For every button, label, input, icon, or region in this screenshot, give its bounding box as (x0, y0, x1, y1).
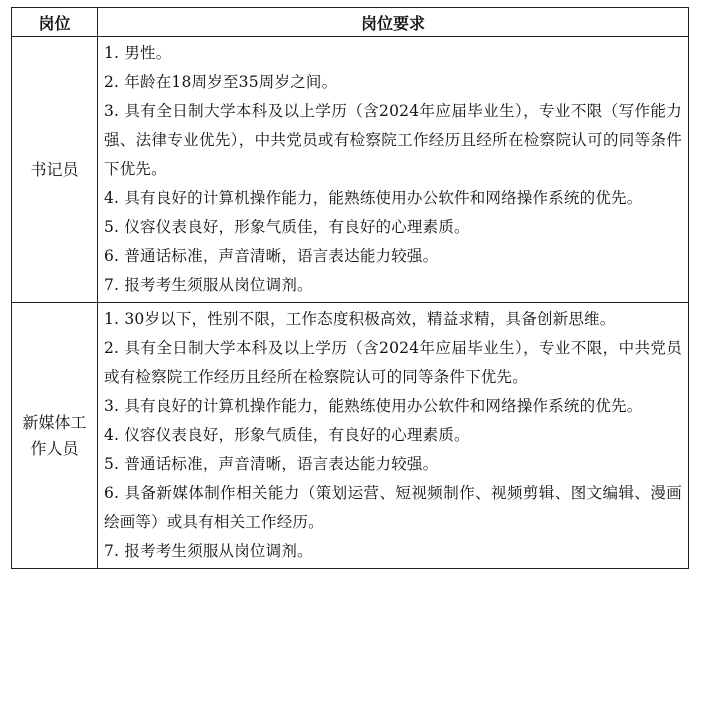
header-requirements: 岗位要求 (98, 8, 689, 37)
job-requirements-table-container (11, 7, 688, 569)
requirement-item: 6. 具备新媒体制作相关能力（策划运营、短视频制作、视频剪辑、图文编辑、漫画绘画等）或具有相关工作经历。 (104, 484, 682, 531)
requirements-clerk (98, 37, 689, 303)
position-new-media: 新媒体工作人员 (12, 303, 98, 569)
header-position: 岗位 (12, 8, 98, 37)
requirement-item: 1. 男性。 (104, 44, 172, 62)
requirement-item: 1. 30岁以下，性别不限，工作态度积极高效，精益求精，具备创新思维。 (104, 310, 616, 328)
requirement-item: 2. 年龄在18周岁至35周岁之间。 (104, 73, 338, 91)
requirement-item: 2. 具有全日制大学本科及以上学历（含2024年应届毕业生），专业不限，中共党员或有检察院工作经历且经所在检察院认可的同等条件下优先。 (104, 339, 682, 386)
requirement-item: 6. 普通话标准，声音清晰，语言表达能力较强。 (104, 247, 439, 265)
position-clerk: 书记员 (12, 37, 98, 303)
table-row-clerk (12, 37, 689, 303)
requirement-item: 7. 报考考生须服从岗位调剂。 (104, 276, 313, 294)
requirement-item: 5. 仪容仪表良好，形象气质佳，有良好的心理素质。 (104, 218, 470, 236)
requirement-item: 3. 具有全日制大学本科及以上学历（含2024年应届毕业生），专业不限（写作能力强、法律专业优先），中共党员或有检察院工作经历且经所在检察院认可的同等条件下优先。 (104, 102, 682, 178)
table-row-new-media (12, 303, 689, 569)
requirement-item: 4. 具有良好的计算机操作能力，能熟练使用办公软件和网络操作系统的优先。 (104, 189, 643, 207)
table-header-row (12, 8, 689, 37)
job-requirements-table (11, 7, 689, 569)
requirements-new-media (98, 303, 689, 569)
requirement-item: 5. 普通话标准，声音清晰，语言表达能力较强。 (104, 455, 439, 473)
requirement-item: 3. 具有良好的计算机操作能力，能熟练使用办公软件和网络操作系统的优先。 (104, 397, 643, 415)
requirement-item: 7. 报考考生须服从岗位调剂。 (104, 542, 313, 560)
requirement-item: 4. 仪容仪表良好，形象气质佳，有良好的心理素质。 (104, 426, 470, 444)
